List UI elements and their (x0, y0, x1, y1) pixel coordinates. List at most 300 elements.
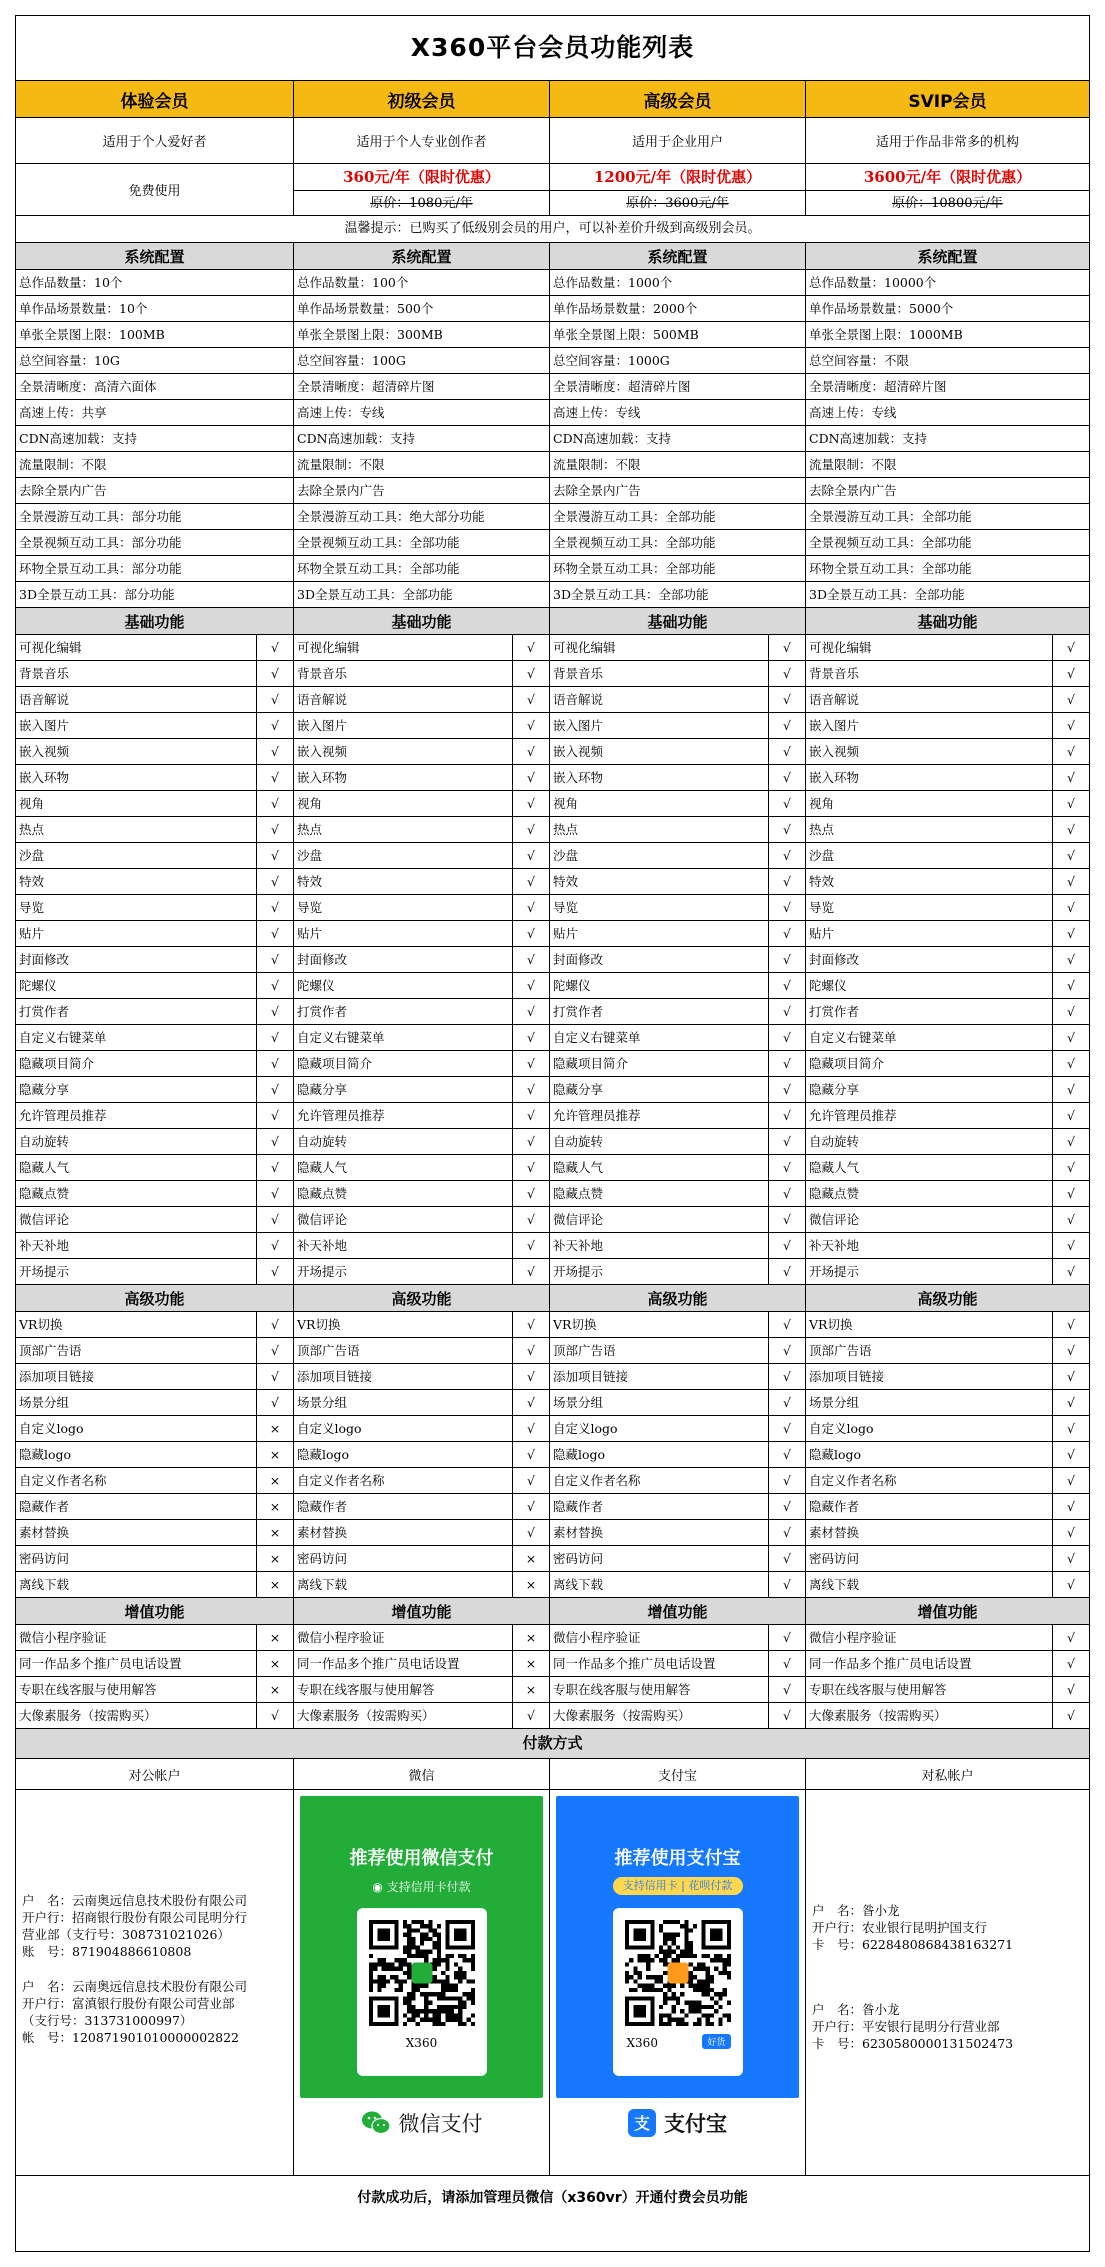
feature-row (16, 1494, 1089, 1520)
feature-mark: √ (512, 1416, 549, 1441)
feature-cell (294, 1155, 550, 1180)
feature-name: 隐藏logo (553, 1447, 606, 1462)
feature-name: 隐藏logo (809, 1447, 862, 1462)
feature-mark: × (256, 1651, 293, 1676)
advanced-section (16, 1285, 1089, 1598)
account-bank: 开户行：富滇银行股份有限公司营业部 (22, 1996, 235, 2011)
feature-cell (294, 1338, 550, 1363)
feature-row (16, 921, 1089, 947)
feature-name: 专职在线客服与使用解答 (553, 1682, 691, 1697)
feature-name: 开场提示 (19, 1264, 70, 1279)
feature-cell (294, 713, 550, 738)
account-bank: 开户行：招商银行股份有限公司昆明分行 (22, 1910, 248, 1925)
wechat-pay-brand (294, 2108, 549, 2138)
section-title: 基础功能 (16, 608, 294, 634)
feature-cell (16, 1651, 294, 1676)
feature-name: 语音解说 (19, 692, 70, 707)
feature-name: 密码访问 (809, 1551, 860, 1566)
feature-cell (16, 1703, 294, 1728)
config-cell: 全景漫游互动工具：全部功能 (550, 504, 806, 529)
feature-mark: √ (768, 1077, 805, 1102)
feature-name: 嵌入图片 (553, 718, 604, 733)
account-branch: 营业部（支行号：308731021026） (22, 1927, 230, 1942)
feature-name: 隐藏作者 (809, 1499, 860, 1514)
feature-cell (806, 661, 1089, 686)
feature-mark: √ (1052, 1390, 1089, 1415)
feature-mark: √ (512, 739, 549, 764)
feature-cell (550, 1520, 806, 1545)
feature-mark: × (256, 1416, 293, 1441)
feature-mark: √ (256, 635, 293, 660)
feature-mark: √ (256, 1233, 293, 1258)
payment-columns (16, 1759, 1089, 1790)
feature-name: 嵌入视频 (553, 744, 604, 759)
feature-mark: √ (512, 1312, 549, 1337)
feature-name: 导览 (809, 900, 835, 915)
feature-name: 视角 (553, 796, 579, 811)
feature-mark: √ (768, 1520, 805, 1545)
price-deal: 3600元/年（限时优惠） (806, 164, 1089, 191)
config-cell: 单作品场景数量：500个 (294, 296, 550, 321)
feature-name: 顶部广告语 (297, 1343, 360, 1358)
feature-mark: × (256, 1520, 293, 1545)
feature-cell (294, 1572, 550, 1597)
section-title: 增值功能 (16, 1598, 294, 1624)
feature-mark: √ (1052, 1181, 1089, 1206)
tier-description: 适用于个人专业创作者 (294, 118, 550, 163)
feature-row (16, 1338, 1089, 1364)
payment-heading: 付款方式 (16, 1729, 1089, 1759)
config-cell: 全景视频互动工具：部分功能 (16, 530, 294, 555)
feature-name: 素材替换 (809, 1525, 860, 1540)
alipay-subtitle: 支持信用卡 | 花呗付款 (613, 1877, 743, 1895)
feature-mark: √ (768, 1651, 805, 1676)
config-row (16, 348, 1089, 374)
feature-mark: √ (768, 921, 805, 946)
feature-cell (16, 999, 294, 1024)
feature-mark: × (256, 1546, 293, 1571)
feature-mark: √ (256, 1103, 293, 1128)
config-row (16, 400, 1089, 426)
feature-cell (550, 1233, 806, 1258)
feature-cell (806, 999, 1089, 1024)
feature-cell (294, 1651, 550, 1676)
feature-mark: √ (1052, 1207, 1089, 1232)
price-original: 原价：1080元/年 (370, 196, 473, 211)
feature-cell (806, 635, 1089, 660)
feature-name: 添加项目链接 (19, 1369, 95, 1384)
payment-column-private: 对私帐户 (921, 1768, 974, 1784)
feature-mark: √ (512, 1364, 549, 1389)
feature-name: 自定义右键菜单 (809, 1030, 897, 1045)
feature-name: 同一作品多个推广员电话设置 (809, 1656, 972, 1671)
feature-mark: √ (256, 1338, 293, 1363)
wechat-title: 推荐使用微信支付 (349, 1848, 494, 1869)
feature-cell (16, 817, 294, 842)
config-cell: 环物全景互动工具：全部功能 (809, 561, 972, 576)
feature-cell (806, 1442, 1089, 1467)
feature-name: 可视化编辑 (19, 640, 82, 655)
feature-mark: √ (768, 635, 805, 660)
section-title: 高级功能 (550, 1285, 806, 1311)
feature-row (16, 1677, 1089, 1703)
feature-cell (294, 765, 550, 790)
feature-row (16, 713, 1089, 739)
feature-row (16, 843, 1089, 869)
feature-cell (806, 1546, 1089, 1571)
feature-mark: √ (768, 1572, 805, 1597)
feature-name: 可视化编辑 (809, 640, 872, 655)
price-deal: 1200元/年（限时优惠） (550, 164, 805, 191)
config-cell: 单张全景图上限：500MB (550, 322, 806, 347)
feature-name: 密码访问 (19, 1551, 70, 1566)
feature-mark: √ (768, 1494, 805, 1519)
section-title: 高级功能 (294, 1285, 550, 1311)
feature-cell (806, 1625, 1089, 1650)
feature-name: 专职在线客服与使用解答 (19, 1682, 157, 1697)
feature-name: 沙盘 (809, 848, 835, 863)
feature-mark: √ (512, 1233, 549, 1258)
page-title: X360平台会员功能列表 (16, 16, 1089, 81)
price-deal: 360元/年（限时优惠） (294, 164, 549, 191)
feature-mark: √ (768, 1546, 805, 1571)
feature-name: 离线下载 (553, 1577, 604, 1592)
feature-row (16, 1364, 1089, 1390)
feature-mark: √ (768, 895, 805, 920)
feature-name: 打赏作者 (297, 1004, 348, 1019)
feature-cell (806, 1181, 1089, 1206)
feature-name: 视角 (809, 796, 835, 811)
feature-mark: √ (256, 869, 293, 894)
feature-cell (550, 1207, 806, 1232)
feature-cell (16, 1572, 294, 1597)
feature-row (16, 1572, 1089, 1598)
feature-cell (16, 947, 294, 972)
feature-mark: √ (512, 635, 549, 660)
feature-cell (294, 1677, 550, 1702)
feature-name: 允许管理员推荐 (19, 1108, 107, 1123)
feature-row (16, 1233, 1089, 1259)
feature-mark: √ (1052, 869, 1089, 894)
membership-table (15, 15, 1090, 2252)
feature-mark: √ (256, 1077, 293, 1102)
feature-name: 隐藏项目简介 (553, 1056, 629, 1071)
feature-cell (806, 1207, 1089, 1232)
feature-mark: √ (256, 1312, 293, 1337)
feature-name: 特效 (297, 874, 323, 889)
account-number: 卡 号：6228480868438163271 (812, 1937, 1014, 1952)
config-cell: 全景清晰度：超清碎片图 (809, 379, 947, 394)
feature-name: 嵌入图片 (19, 718, 70, 733)
price-cell-svip (806, 164, 1089, 215)
feature-mark: √ (256, 1207, 293, 1232)
config-cell: 总空间容量：不限 (809, 353, 910, 368)
feature-cell (16, 1129, 294, 1154)
section-header-row (16, 608, 1089, 635)
feature-mark: √ (768, 1207, 805, 1232)
feature-cell (806, 947, 1089, 972)
feature-cell (550, 1181, 806, 1206)
feature-cell (16, 739, 294, 764)
account-bank: 开户行：平安银行昆明分行营业部 (812, 2019, 1000, 2034)
config-cell: CDN高速加载：支持 (809, 431, 928, 446)
feature-mark: √ (1052, 1572, 1089, 1597)
feature-cell (16, 1546, 294, 1571)
feature-mark: √ (256, 791, 293, 816)
feature-cell (294, 895, 550, 920)
feature-name: 陀螺仪 (809, 978, 847, 993)
feature-cell (294, 1259, 550, 1284)
feature-cell (16, 1312, 294, 1337)
feature-mark: √ (512, 817, 549, 842)
feature-cell (550, 1572, 806, 1597)
feature-name: 封面修改 (809, 952, 860, 967)
section-header-row (16, 1285, 1089, 1312)
feature-mark: √ (1052, 1338, 1089, 1363)
section-title: 高级功能 (917, 1289, 978, 1308)
feature-mark: √ (1052, 1233, 1089, 1258)
feature-mark: √ (512, 1025, 549, 1050)
feature-mark: √ (256, 713, 293, 738)
feature-name: 贴片 (809, 926, 835, 941)
feature-name: 自定义logo (297, 1421, 362, 1436)
feature-row (16, 1651, 1089, 1677)
feature-mark: √ (256, 765, 293, 790)
wechat-qr-card[interactable] (357, 1908, 487, 2076)
feature-mark: √ (768, 1625, 805, 1650)
feature-cell (294, 1312, 550, 1337)
feature-mark: √ (1052, 739, 1089, 764)
feature-cell (550, 843, 806, 868)
feature-row (16, 661, 1089, 687)
feature-cell (294, 843, 550, 868)
feature-name: 隐藏作者 (19, 1499, 70, 1514)
config-cell: CDN高速加载：支持 (16, 426, 294, 451)
config-cell: 去除全景内广告 (809, 483, 897, 498)
alipay-icon (628, 2109, 656, 2137)
feature-name: 添加项目链接 (553, 1369, 629, 1384)
feature-name: 打赏作者 (19, 1004, 70, 1019)
feature-name: 封面修改 (19, 952, 70, 967)
feature-cell (294, 1051, 550, 1076)
feature-mark: √ (1052, 1520, 1089, 1545)
feature-cell (294, 1207, 550, 1232)
feature-mark: √ (768, 973, 805, 998)
feature-name: 嵌入环物 (809, 770, 860, 785)
feature-cell (806, 1233, 1089, 1258)
feature-name: 自动旋转 (809, 1134, 860, 1149)
feature-cell (294, 1390, 550, 1415)
feature-name: 隐藏点赞 (19, 1186, 70, 1201)
wechat-pay-panel (294, 1790, 550, 2175)
feature-mark: √ (768, 999, 805, 1024)
feature-name: 热点 (553, 822, 579, 837)
tier-advanced: 高级会员 (550, 81, 806, 117)
feature-cell (806, 895, 1089, 920)
feature-cell (806, 1129, 1089, 1154)
feature-cell (16, 1494, 294, 1519)
feature-mark: √ (768, 869, 805, 894)
config-row (16, 504, 1089, 530)
feature-mark: √ (512, 687, 549, 712)
price-original: 原价：3600元/年 (626, 196, 729, 211)
public-account (22, 1892, 287, 1960)
feature-mark: √ (1052, 973, 1089, 998)
feature-name: 隐藏人气 (297, 1160, 348, 1175)
feature-cell (294, 1520, 550, 1545)
feature-name: 陀螺仪 (19, 978, 57, 993)
feature-cell (294, 1494, 550, 1519)
feature-mark: √ (512, 1155, 549, 1180)
config-cell: 去除全景内广告 (16, 478, 294, 503)
feature-cell (806, 687, 1089, 712)
feature-mark: √ (512, 921, 549, 946)
feature-mark: √ (768, 1416, 805, 1441)
alipay-qr-code[interactable] (625, 1920, 731, 2026)
feature-cell (806, 739, 1089, 764)
config-row (16, 426, 1089, 452)
feature-mark: √ (768, 1703, 805, 1728)
feature-cell (550, 1416, 806, 1441)
config-cell: CDN高速加载：支持 (294, 426, 550, 451)
feature-mark: √ (256, 817, 293, 842)
feature-name: 隐藏人气 (553, 1160, 604, 1175)
feature-cell (806, 1312, 1089, 1337)
feature-name: 自定义右键菜单 (553, 1030, 641, 1045)
feature-cell (16, 791, 294, 816)
feature-name: 语音解说 (297, 692, 348, 707)
feature-cell (550, 1468, 806, 1493)
config-row (16, 452, 1089, 478)
feature-name: 同一作品多个推广员电话设置 (553, 1656, 716, 1671)
feature-mark: √ (512, 1077, 549, 1102)
feature-name: 可视化编辑 (553, 640, 616, 655)
feature-mark: √ (256, 1259, 293, 1284)
feature-mark: × (256, 1494, 293, 1519)
feature-cell (16, 895, 294, 920)
feature-mark: √ (1052, 1259, 1089, 1284)
config-cell: 高速上传：专线 (809, 405, 897, 420)
alipay-brand (550, 2108, 805, 2138)
feature-row (16, 1312, 1089, 1338)
feature-mark: √ (512, 1390, 549, 1415)
price-original: 原价：10800元/年 (892, 196, 1003, 211)
feature-name: 嵌入视频 (297, 744, 348, 759)
feature-name: 隐藏项目简介 (809, 1056, 885, 1071)
feature-name: 封面修改 (553, 952, 604, 967)
feature-cell (550, 791, 806, 816)
feature-mark: √ (768, 1390, 805, 1415)
config-cell: 去除全景内广告 (550, 478, 806, 503)
feature-mark: √ (512, 661, 549, 686)
feature-row (16, 765, 1089, 791)
feature-name: 素材替换 (297, 1525, 348, 1540)
section-title: 系统配置 (16, 243, 294, 269)
account-number: 卡 号：6230580000131502473 (812, 2036, 1014, 2051)
feature-name: 隐藏项目简介 (297, 1056, 373, 1071)
feature-mark: × (256, 1442, 293, 1467)
feature-mark: √ (512, 843, 549, 868)
feature-mark: √ (512, 869, 549, 894)
feature-mark: √ (768, 1103, 805, 1128)
feature-name: 导览 (297, 900, 323, 915)
feature-name: 封面修改 (297, 952, 348, 967)
feature-name: 陀螺仪 (297, 978, 335, 993)
feature-cell (294, 1625, 550, 1650)
feature-cell (550, 1364, 806, 1389)
feature-mark: √ (256, 739, 293, 764)
feature-name: 隐藏点赞 (297, 1186, 348, 1201)
feature-cell (550, 1390, 806, 1415)
config-cell: 单作品场景数量：10个 (16, 296, 294, 321)
feature-mark: √ (512, 1051, 549, 1076)
feature-cell (550, 1338, 806, 1363)
config-row (16, 556, 1089, 582)
feature-cell (16, 1468, 294, 1493)
feature-mark: √ (768, 843, 805, 868)
feature-cell (806, 973, 1089, 998)
account-branch: （支行号：313731000997） (22, 2013, 193, 2028)
config-cell: 去除全景内广告 (294, 478, 550, 503)
feature-mark: √ (768, 1338, 805, 1363)
feature-cell (16, 921, 294, 946)
account-name: 户 名：云南奥远信息技术股份有限公司 (22, 1893, 248, 1908)
feature-name: 大像素服务（按需购买） (809, 1708, 947, 1723)
feature-row (16, 1520, 1089, 1546)
feature-cell (806, 1703, 1089, 1728)
feature-name: 开场提示 (297, 1264, 348, 1279)
feature-name: 顶部广告语 (809, 1343, 872, 1358)
feature-name: 场景分组 (553, 1395, 604, 1410)
feature-mark: √ (512, 1468, 549, 1493)
feature-cell (294, 791, 550, 816)
feature-name: 背景音乐 (809, 666, 860, 681)
feature-cell (550, 1129, 806, 1154)
alipay-qr-card[interactable] (613, 1908, 743, 2076)
feature-mark: √ (768, 1468, 805, 1493)
feature-name: 打赏作者 (809, 1004, 860, 1019)
feature-name: 专职在线客服与使用解答 (809, 1682, 947, 1697)
feature-name: 沙盘 (297, 848, 323, 863)
config-cell: 流量限制：不限 (16, 452, 294, 477)
feature-cell (294, 661, 550, 686)
feature-row (16, 1703, 1089, 1729)
config-row (16, 478, 1089, 504)
feature-name: 隐藏分享 (809, 1082, 860, 1097)
config-cell: 全景视频互动工具：全部功能 (809, 535, 972, 550)
config-cell: 环物全景互动工具：全部功能 (550, 556, 806, 581)
tier-svip: SVIP会员 (908, 91, 987, 112)
feature-name: 微信小程序验证 (19, 1630, 107, 1645)
feature-name: 贴片 (553, 926, 579, 941)
feature-mark: √ (768, 661, 805, 686)
feature-cell (16, 1051, 294, 1076)
wechat-qr-code[interactable] (369, 1920, 475, 2026)
payment-column-public: 对公帐户 (16, 1759, 294, 1789)
feature-name: 嵌入视频 (809, 744, 860, 759)
feature-cell (16, 1390, 294, 1415)
feature-name: 素材替换 (19, 1525, 70, 1540)
feature-cell (16, 1207, 294, 1232)
feature-cell (806, 1259, 1089, 1284)
config-cell: 3D全景互动工具：部分功能 (16, 582, 294, 607)
alipay-qr-banner (556, 1796, 799, 2098)
feature-name: 热点 (297, 822, 323, 837)
feature-cell (806, 1155, 1089, 1180)
feature-mark: √ (768, 1233, 805, 1258)
basic-section (16, 608, 1089, 1285)
feature-mark: √ (256, 921, 293, 946)
